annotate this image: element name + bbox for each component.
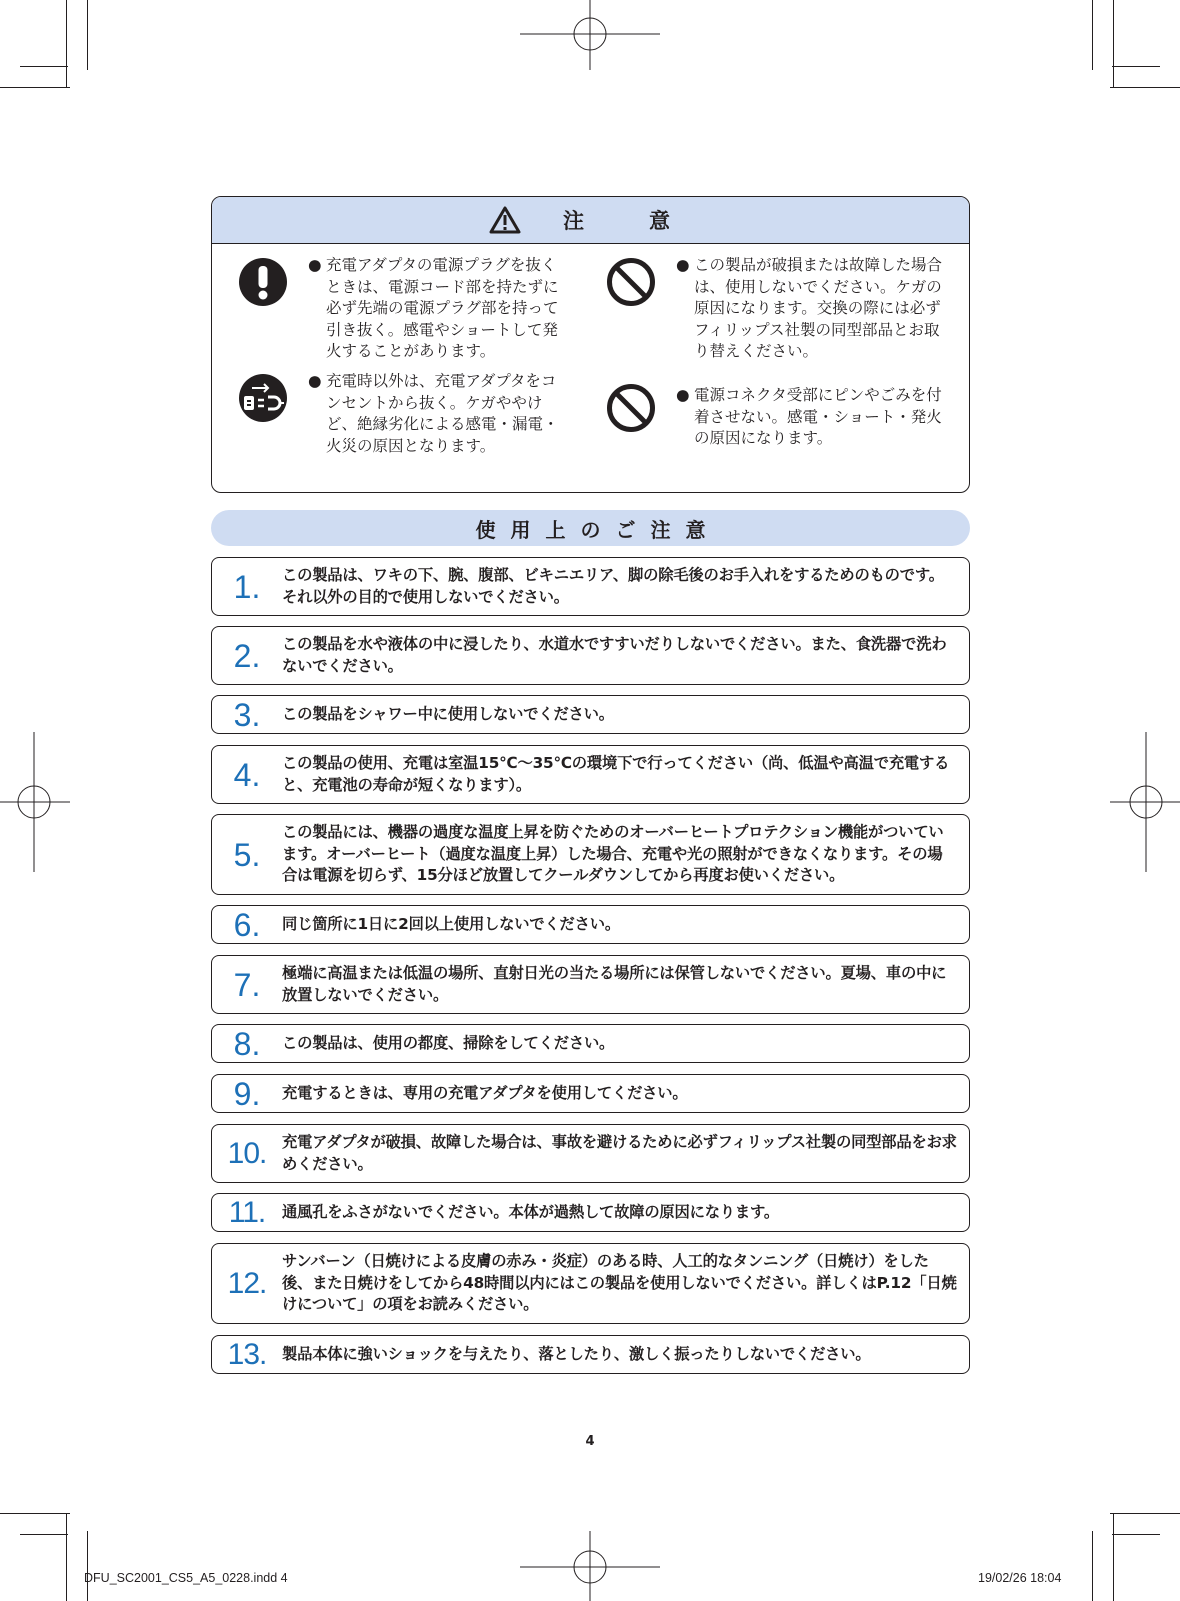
- crop-mark: [20, 1534, 68, 1535]
- usage-item: [211, 1335, 970, 1374]
- item-number: 6.: [233, 906, 261, 943]
- usage-item: [211, 626, 970, 685]
- crop-mark: [20, 66, 68, 67]
- crop-mark: [1112, 1534, 1160, 1535]
- crop-mark: [1092, 1531, 1093, 1601]
- crop-mark: [1092, 0, 1093, 70]
- unplug-icon: [238, 373, 288, 423]
- caution-title: 注 意: [563, 209, 692, 233]
- item-number: 2.: [233, 637, 261, 674]
- item-text: この製品には、機器の過度な温度上昇を防ぐためのオーバーヒートプロテクション機能がついています。オーバーヒート（過度な温度上昇）した場合、充電や光の照射ができなくなります。その場合は電源を切らず、15分ほど放置してクールダウンしてから再度お使いください。: [282, 823, 944, 885]
- item-number: 12.: [227, 1266, 267, 1300]
- item-text: この製品は、ワキの下、腕、腹部、ビキニエリア、脚の除毛後のお手入れをするためのものです。それ以外の目的で使用しないでください。: [282, 566, 944, 606]
- usage-item: [211, 1243, 970, 1324]
- item-text: 極端に高温または低温の場所、直射日光の当たる場所には保管しないでください。夏場、車の中に放置しないでください。: [282, 964, 947, 1004]
- usage-item: [211, 905, 970, 944]
- item-number: 9.: [233, 1075, 261, 1112]
- crop-mark: [1113, 1513, 1114, 1601]
- prohibition-icon: [606, 257, 656, 307]
- item-number: 7.: [233, 966, 261, 1003]
- registration-mark: [520, 0, 660, 70]
- crop-mark: [66, 0, 67, 88]
- usage-title: 使用上のご注意: [475, 517, 721, 542]
- item-text: 製品本体に強いショックを与えたり、落としたり、激しく振ったりしないでください。: [282, 1344, 871, 1363]
- item-text: この製品をシャワー中に使用しないでください。: [282, 704, 614, 723]
- warning-triangle-icon: [489, 206, 521, 234]
- bullet: ●: [308, 372, 322, 390]
- item-number: 4.: [233, 756, 261, 793]
- crop-mark: [87, 0, 88, 70]
- exclamation-icon: [238, 257, 288, 307]
- crop-mark: [1112, 66, 1160, 67]
- bullet: ●: [308, 256, 322, 274]
- usage-item: [211, 955, 970, 1014]
- caution-item-text: この製品が破損または故障した場合は、使用しないでください。ケガの原因になります。交換の際には必ずフィリップス社製の同型部品とお取り替えください。: [694, 256, 943, 360]
- bullet: ●: [676, 256, 690, 274]
- usage-item: [211, 557, 970, 616]
- caution-item-text: 充電時以外は、充電アダプタをコンセントから抜く。ケガややけど、絶縁劣化による感電・漏電・火災の原因となります。: [326, 372, 559, 455]
- crop-mark: [0, 87, 70, 88]
- usage-item: [211, 1024, 970, 1063]
- item-number: 11.: [228, 1195, 266, 1229]
- crop-mark: [1110, 1513, 1180, 1514]
- caution-header: [212, 197, 969, 244]
- caution-box: [211, 196, 970, 493]
- registration-mark: [1110, 732, 1180, 872]
- usage-item: [211, 1193, 970, 1232]
- item-number: 1.: [233, 568, 261, 605]
- item-text: この製品は、使用の都度、掃除をしてください。: [282, 1033, 615, 1052]
- item-number: 8.: [233, 1025, 261, 1062]
- page-number: 4: [585, 1434, 595, 1449]
- crop-mark: [0, 1513, 70, 1514]
- item-text: 充電するときは、専用の充電アダプタを使用してください。: [282, 1083, 688, 1102]
- prohibition-icon: [606, 383, 656, 433]
- item-text: サンバーン（日焼けによる皮膚の赤み・炎症）のある時、人工的なタンニング（日焼け）をした後、また日焼けをしてから48時間以内にはこの製品を使用しないでください。詳しくはP.12「日焼けについて」の項をお読みください。: [282, 1252, 957, 1314]
- caution-item: [676, 255, 946, 363]
- item-text: 充電アダプタが破損、故障した場合は、事故を避けるために必ずフィリップス社製の同型部品をお求めください。: [282, 1133, 957, 1173]
- bullet: ●: [676, 386, 690, 404]
- item-text: 通風孔をふさがないでください。本体が過熱して故障の原因になります。: [282, 1202, 779, 1221]
- item-number: 5.: [233, 836, 261, 873]
- file-slug: DFU_SC2001_CS5_A5_0228.indd 4: [84, 1571, 288, 1585]
- caution-item-text: 電源コネクタ受部にピンやごみを付着させない。感電・ショート・発火の原因になります。: [694, 386, 942, 447]
- crop-mark: [1113, 0, 1114, 88]
- crop-mark: [1110, 87, 1180, 88]
- usage-header: [211, 510, 970, 546]
- caution-item: [308, 255, 570, 363]
- usage-item: [211, 1124, 970, 1183]
- item-text: この製品を水や液体の中に浸したり、水道水ですすいだりしないでください。また、食洗器で洗わないでください。: [282, 635, 947, 675]
- item-text: この製品の使用、充電は室温15℃～35℃の環境下で行ってください（尚、低温や高温で充電すると、充電池の寿命が短くなります）。: [282, 754, 950, 794]
- date-slug: 19/02/26 18:04: [978, 1571, 1062, 1585]
- caution-item: [676, 385, 946, 450]
- crop-mark: [66, 1513, 67, 1601]
- registration-mark: [520, 1531, 660, 1601]
- item-number: 3.: [233, 696, 261, 733]
- usage-item: [211, 1074, 970, 1113]
- registration-mark: [0, 732, 70, 872]
- usage-item: [211, 745, 970, 804]
- caution-item-text: 充電アダプタの電源プラグを抜くときは、電源コード部を持たずに必ず先端の電源プラグ部を持って引き抜く。感電やショートして発火することがあります。: [326, 256, 559, 360]
- crop-mark: [87, 1531, 88, 1601]
- item-number: 13.: [227, 1337, 267, 1371]
- usage-item: [211, 814, 970, 895]
- caution-item: [308, 371, 570, 457]
- usage-item: [211, 695, 970, 734]
- item-text: 同じ箇所に1日に2回以上使用しないでください。: [282, 914, 620, 933]
- item-number: 10.: [227, 1136, 267, 1170]
